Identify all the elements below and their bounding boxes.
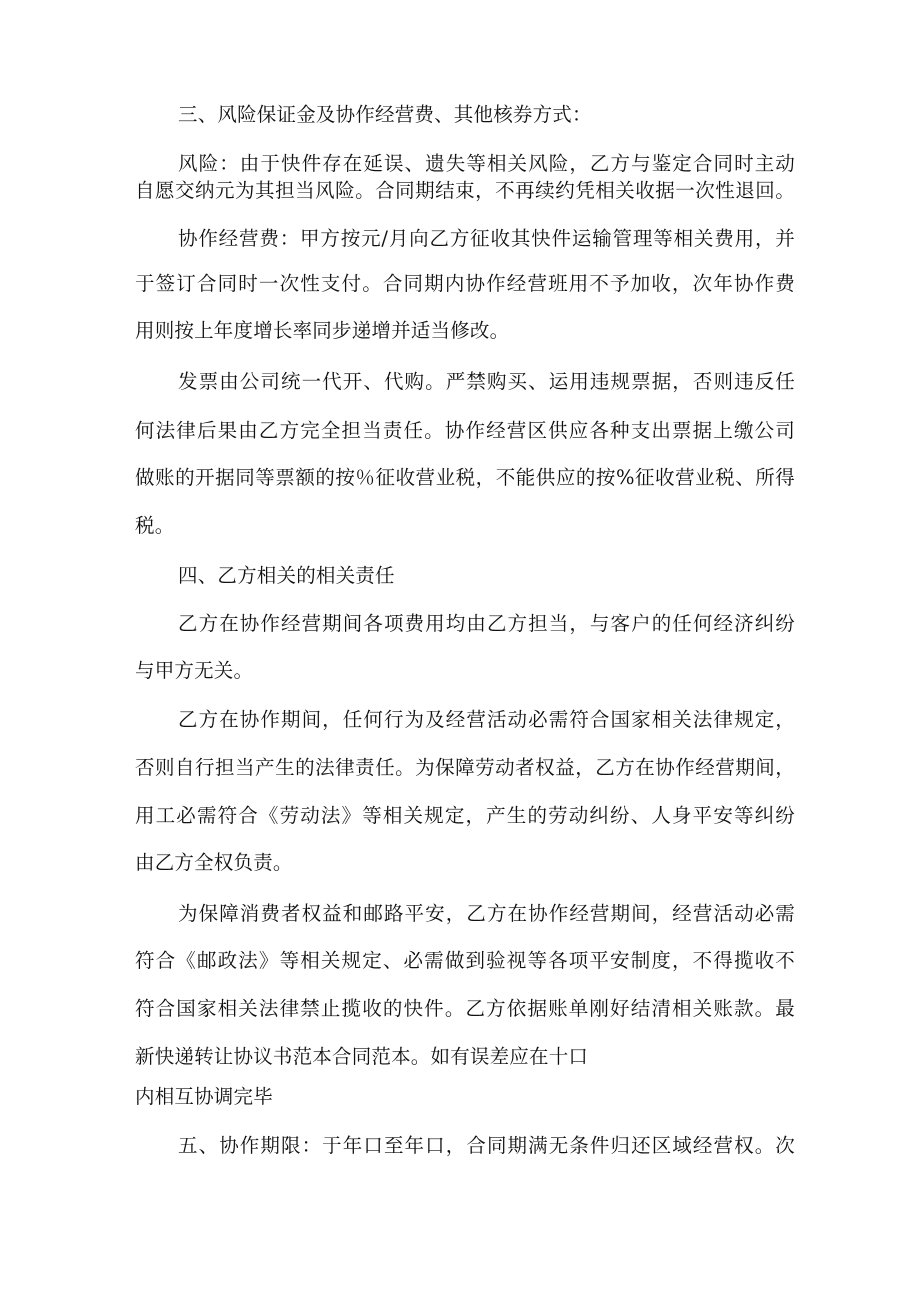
paragraph-line: 符合《邮政法》等相关规定、必需做到验视等各项平安制度，不得揽收不 <box>135 949 795 972</box>
paragraph-line: 与甲方无关。 <box>135 659 254 682</box>
paragraph-line: 乙方在协作经营期间各项费用均由乙方担当，与客户的任何经济纠纷 <box>178 612 795 635</box>
paragraph-line: 符合国家相关法律禁止揽收的快件。乙方依据账单刚好结清相关账款。最 <box>135 997 795 1020</box>
paragraph-line: 风险：由于快件存在延误、遗失等相关风险，乙方与鉴定合同时主动 <box>178 152 795 175</box>
section-heading-5: 五、协作期限：于年口至年口，合同期满无条件归还区域经营权。次 <box>178 1134 795 1157</box>
paragraph-line: 新快递转让协议书范本合同范本。如有误差应在十口 <box>135 1045 589 1068</box>
section-heading-3: 三、风险保证金及协作经营费、其他核券方式： <box>178 103 592 126</box>
paragraph-line: 乙方在协作期间，任何行为及经营活动必需符合国家相关法律规定， <box>178 708 795 731</box>
paragraph-line: 于签订合同时一次性支付。合同期内协作经营班用不予加收，次年协作费 <box>135 272 795 295</box>
paragraph-line: 由乙方全权负责。 <box>135 851 293 874</box>
paragraph-line: 发票由公司统一代开、代购。严禁购买、运用违规票据，否则违反任 <box>178 370 795 393</box>
paragraph-line: 做账的开据同等票额的按％征收营业税，不能供应的按%征收营业税、所得 <box>135 466 795 489</box>
paragraph-line: 何法律后果由乙方完全担当责任。协作经营区供应各种支出票据上缴公司 <box>135 419 795 442</box>
paragraph-line: 自愿交纳元为其担当风险。合同期结束，不再续约凭相关收据一次性退回。 <box>135 179 795 202</box>
paragraph-line: 为保障消费者权益和邮路平安，乙方在协作经营期间，经营活动必需 <box>178 902 795 925</box>
section-heading-4: 四、乙方相关的相关责任 <box>178 564 395 587</box>
paragraph-line: 内相互协调完毕 <box>135 1085 273 1108</box>
paragraph-line: 协作经营费：甲方按元/月向乙方征收其快件运输管理等相关费用，并 <box>178 227 795 250</box>
paragraph-line: 税。 <box>135 514 175 537</box>
paragraph-line: 否则自行担当产生的法律责任。为保障劳动者权益，乙方在协作经营期间， <box>135 756 795 779</box>
paragraph-line: 用工必需符合《劳动法》等相关规定，产生的劳动纠纷、人身平安等纠纷 <box>135 804 795 827</box>
paragraph-line: 用则按上年度增长率同步递增并适当修改。 <box>135 319 510 342</box>
